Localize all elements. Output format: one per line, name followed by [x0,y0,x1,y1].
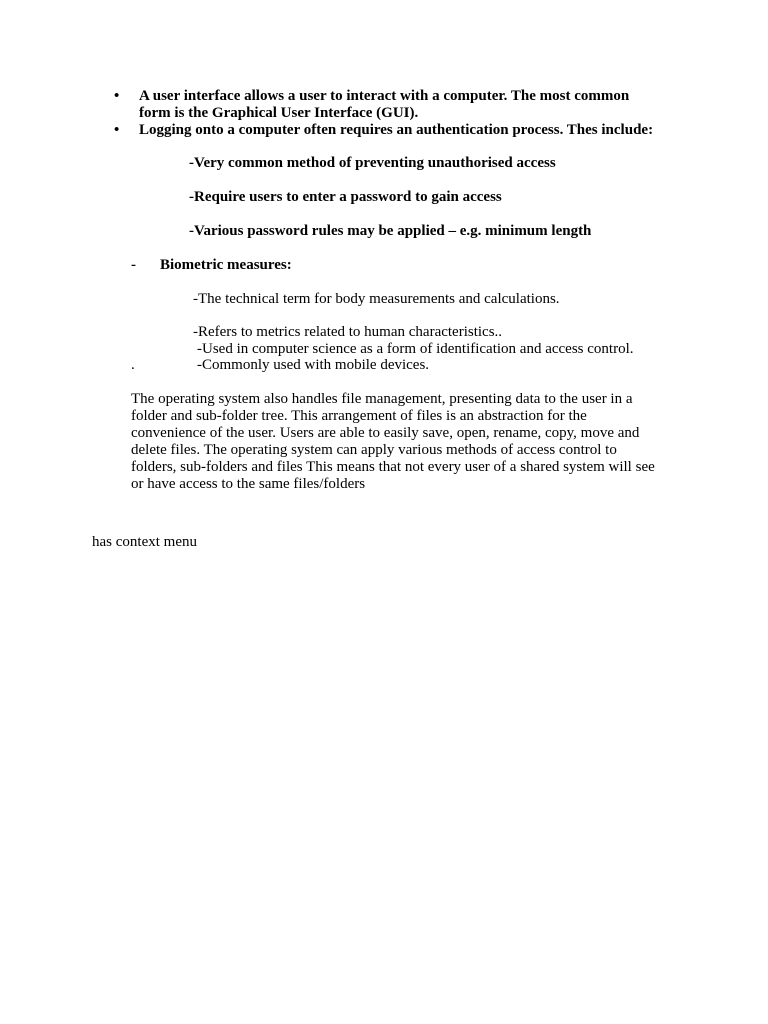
biometric-point: -Used in computer science as a form of identification and access control. [197,341,634,357]
paragraph-line: convenience of the user. Users are able to easily save, open, rename, copy, move and [131,425,640,441]
context-menu-note[interactable]: has context menu [92,534,197,550]
paragraph-line: folders, sub-folders and files This means that not every user of a shared system will see [131,459,655,475]
password-point: -Various password rules may be applied – e.g. minimum length [189,223,592,239]
biometric-point: -Commonly used with mobile devices. [197,357,430,373]
bullet-item-authentication [114,122,674,139]
bullet-text-line: A user interface allows a user to interact with a computer. The most common [139,88,630,104]
paragraph-line: The operating system also handles file management, presenting data to the user in a [131,391,633,407]
biometric-heading: Biometric measures: [160,257,292,273]
stray-dot: . [131,357,135,373]
bullet-item-gui [114,88,674,122]
password-point: -Require users to enter a password to gain access [189,189,502,205]
bullet-text-line: Logging onto a computer often requires an authentication process. Thes include: [139,122,654,138]
biometric-point: -Refers to metrics related to human characteristics.. [193,324,503,340]
bullet-marker: • [114,88,120,104]
paragraph-line: folder and sub-folder tree. This arrangement of files is an abstraction for the [131,408,587,424]
biometric-point: -The technical term for body measurements and calculations. [193,291,560,307]
paragraph-line: or have access to the same files/folders [131,476,366,492]
bullet-list [114,88,674,139]
password-point: -Very common method of preventing unauthorised access [189,155,556,171]
bullet-marker: • [114,122,120,138]
biometric-dash: - [131,257,136,273]
bullet-text-line: form is the Graphical User Interface (GUI). [139,105,419,121]
paragraph-line: delete files. The operating system can apply various methods of access control to [131,442,617,458]
file-management-paragraph [131,391,676,493]
